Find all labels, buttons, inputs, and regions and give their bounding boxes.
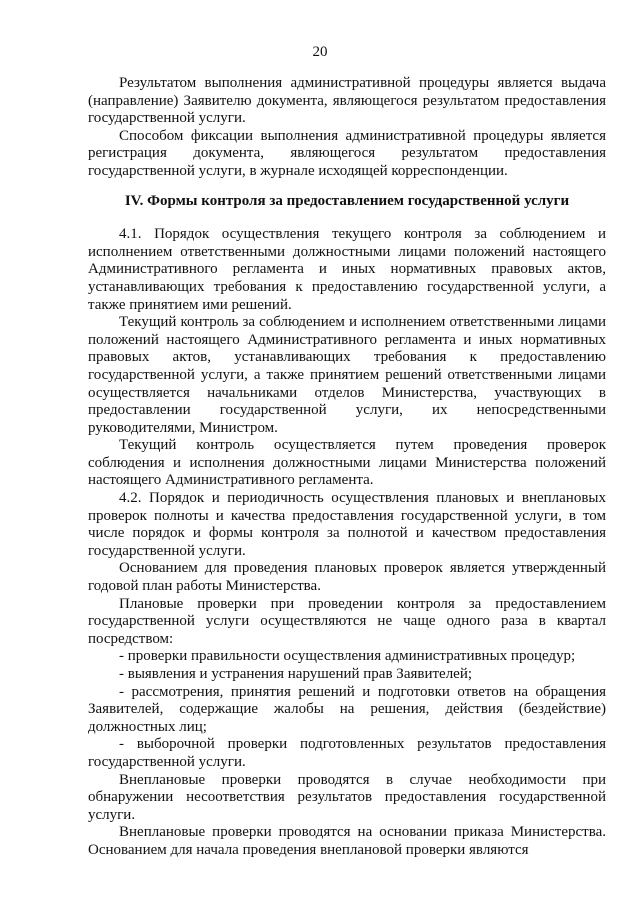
list-item: - выявления и устранения нарушений прав Заявителей; <box>119 666 473 682</box>
page-number: 20 <box>312 44 328 60</box>
paragraph-planned-basis: Основанием для проведения плановых проверок является утвержденный годовой план работы Министерства. <box>88 560 606 595</box>
paragraph-control-method: Текущий контроль осуществляется путем проведения проверок соблюдения и исполнения должностными лицами Министерства положений настоящего Административного регламента. <box>88 437 606 489</box>
paragraph-4-1: 4.1. Порядок осуществления текущего контроля за соблюдением и исполнением ответственными должностными лицами положений настоящего Административного регламента и иных нормативных правовых актов, устанавливающих требования к предоставлению государственной услуги, а также принятием ими решений. <box>88 226 606 313</box>
paragraph-planned-checks: Плановые проверки при проведении контроля за предоставлением государственной услуги осуществляются не чаще одного раза в квартал посредством: <box>88 595 606 647</box>
paragraph-current-control: Текущий контроль за соблюдением и исполнением ответственными лицами положений настоящего Административного регламента и иных нормативных правовых актов, устанавливающих требования к предоставлению государственной услуги, а также принятием решений ответственными лицами осуществляется начальниками отделов Министерства, участвующих в предоставлении государственной услуги, их непосредственными руководителями, Министром. <box>88 314 606 436</box>
section-heading: IV. Формы контроля за предоставлением государственной услуги <box>124 192 570 209</box>
paragraph-result-issuance: Результатом выполнения административной процедуры является выдача (направление) Заявителю документа, являющегося результатом предоставления государственной услуги. <box>88 75 606 127</box>
paragraph-unplanned-checks: Внеплановые проверки проводятся в случае необходимости при обнаружении несоответствия результатов предоставления государственной услуги. <box>88 771 606 823</box>
list-item: - выборочной проверки подготовленных результатов предоставления государственной услуги. <box>88 736 606 770</box>
list-item: - проверки правильности осуществления административных процедур; <box>119 648 576 665</box>
paragraph-result-fixation: Способом фиксации выполнения административной процедуры является регистрация документа, являющегося результатом предоставления государственной услуги, в журнале исходящей корреспонденции. <box>88 127 606 179</box>
document-body <box>88 75 606 860</box>
paragraph-unplanned-basis: Внеплановые проверки проводятся на основании приказа Министерства. Основанием для начала проведения внеплановой проверки являются <box>88 824 606 858</box>
paragraph-4-2: 4.2. Порядок и периодичность осуществления плановых и внеплановых проверок полноты и качества предоставления государственной услуги, в том числе порядок и формы контроля за полнотой и качеством предоставления государственной услуги. <box>88 490 606 559</box>
list-item: - рассмотрения, принятия решений и подготовки ответов на обращения Заявителей, содержащие жалобы на решения, действия (бездействие) должностных лиц; <box>88 683 606 735</box>
